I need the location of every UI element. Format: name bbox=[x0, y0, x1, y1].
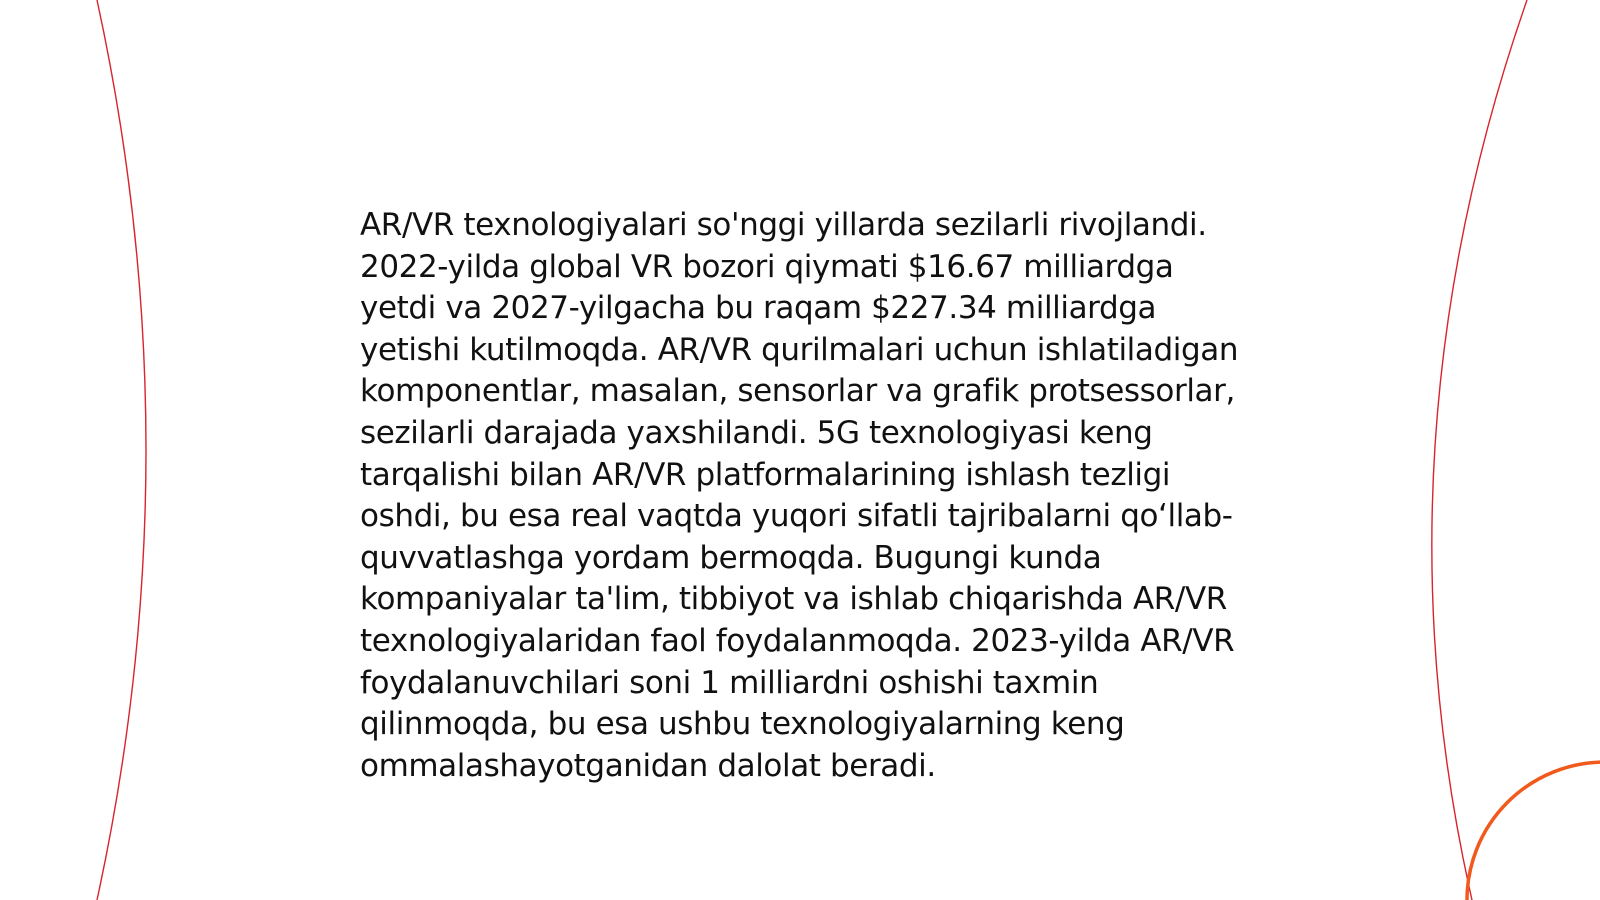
right-arc-line bbox=[1432, 0, 1527, 900]
corner-accent-circle bbox=[1467, 762, 1600, 900]
body-paragraph: AR/VR texnologiyalari so'nggi yillarda sezilarli rivojlandi. 2022-yilda global VR bozori qiymati $16.67 milliardga yetdi va 2027-yilgacha bu raqam $227.34 milliardga yetishi kutilmoqda. AR/VR qurilmalari uchun ishlatiladigan komponentlar, masalan, sensorlar va grafik protsessorlar, sezilarli darajada yaxshilandi. 5G texnologiyasi keng tarqalishi bilan AR/VR platformalarining ishlash tezligi oshdi, bu esa real vaqtda yuqori sifatli tajribalarni qo‘llab-quvvatlashga yordam bermoqda. Bugungi kunda kompaniyalar ta'lim, tibbiyot va ishlab chiqarishda AR/VR texnologiyalaridan faol foydalanmoqda. 2023-yilda AR/VR foydalanuvchilari soni 1 milliardni oshishi taxmin qilinmoqda, bu esa ushbu texnologiyalarning keng ommalashayotganidan dalolat beradi. bbox=[360, 207, 1239, 784]
left-arc-line bbox=[97, 0, 146, 900]
